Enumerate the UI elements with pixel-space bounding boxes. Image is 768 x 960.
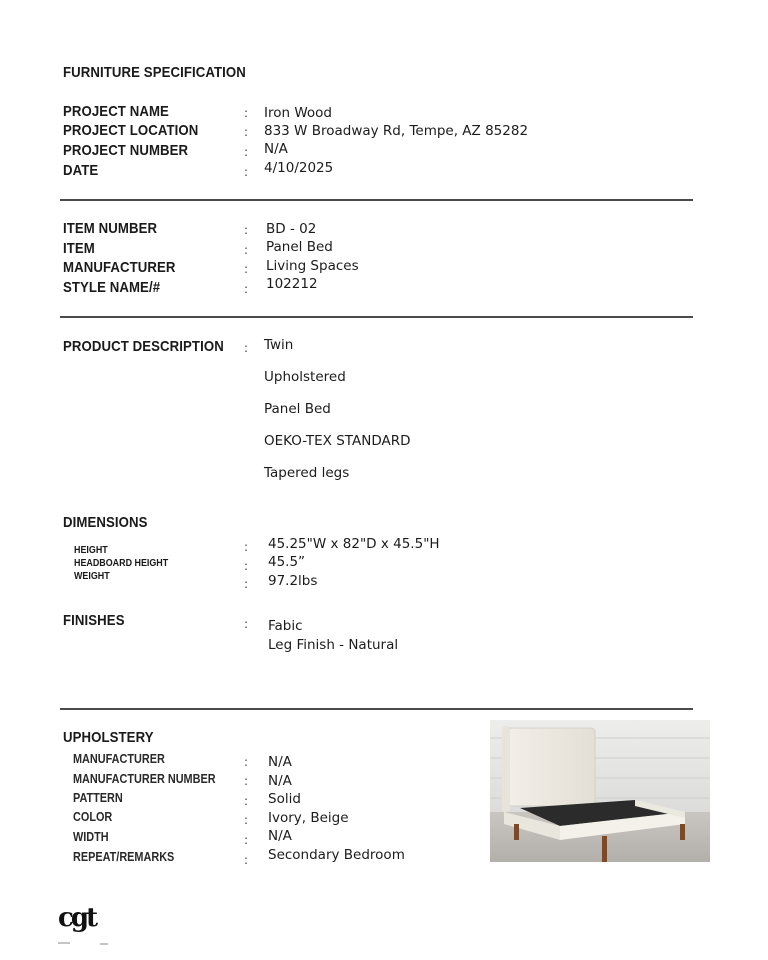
width-label: WIDTH [73, 830, 109, 844]
finishes-label: FINISHES [63, 612, 125, 629]
project-number-value: N/A [264, 141, 288, 157]
colon: : [244, 165, 249, 179]
leg-finish-value: Leg Finish - Natural [268, 637, 399, 653]
manufacturer-value: Living Spaces [266, 258, 359, 274]
date-value: 4/10/2025 [264, 160, 334, 176]
width-value: N/A [268, 828, 292, 844]
upholstery-manufacturer-value: N/A [268, 754, 292, 770]
colon: : [244, 833, 249, 847]
repeat-remarks-label: REPEAT/REMARKS [73, 850, 175, 864]
item-value: Panel Bed [266, 239, 333, 255]
section-divider [60, 708, 693, 710]
dimensions-label: DIMENSIONS [63, 514, 148, 531]
upholstery-label: UPHOLSTERY [63, 729, 154, 746]
color-label: COLOR [73, 810, 113, 824]
manufacturer-number-value: N/A [268, 773, 292, 789]
pattern-value: Solid [268, 791, 301, 807]
colon: : [244, 774, 249, 788]
colon: : [244, 125, 249, 139]
colon: : [244, 341, 249, 355]
brand-logo [56, 898, 116, 948]
item-label: ITEM [63, 240, 95, 257]
colon: : [244, 243, 249, 257]
item-number-label: ITEM NUMBER [63, 220, 158, 237]
logo-text: cgt [58, 903, 96, 933]
height-label: HEIGHT [74, 544, 108, 556]
pattern-label: PATTERN [73, 791, 123, 805]
project-location-value: 833 W Broadway Rd, Tempe, AZ 85282 [264, 123, 529, 139]
colon: : [244, 262, 249, 276]
project-number-label: PROJECT NUMBER [63, 142, 189, 159]
project-name-value: Iron Wood [264, 105, 332, 121]
colon: : [244, 223, 249, 237]
height-value: 45.25"W x 82"D x 45.5"H [268, 536, 440, 552]
style-name-value: 102212 [266, 276, 318, 292]
manufacturer-number-label: MANUFACTURER NUMBER [73, 772, 216, 786]
item-number-value: BD - 02 [266, 221, 317, 237]
weight-value: 97.2lbs [268, 573, 318, 589]
date-label: DATE [63, 162, 99, 179]
colon: : [244, 577, 249, 591]
colon: : [244, 145, 249, 159]
colon: : [244, 853, 249, 867]
colon: : [244, 617, 249, 631]
headboard-height-value: 45.5” [268, 554, 306, 570]
finish-value: Fabic [268, 618, 303, 634]
upholstery-manufacturer-label: MANUFACTURER [73, 752, 165, 766]
project-name-label: PROJECT NAME [63, 103, 169, 120]
project-location-label: PROJECT LOCATION [63, 122, 199, 139]
section-divider [60, 316, 693, 318]
description-line: Panel Bed [264, 401, 331, 417]
repeat-remarks-value: Secondary Bedroom [268, 847, 405, 863]
colon: : [244, 813, 249, 827]
manufacturer-label: MANUFACTURER [63, 259, 176, 276]
colon: : [244, 794, 249, 808]
description-line: Twin [264, 337, 294, 353]
headboard-height-label: HEADBOARD HEIGHT [74, 557, 169, 569]
color-value: Ivory, Beige [268, 810, 349, 826]
colon: : [244, 282, 249, 296]
colon: : [244, 540, 249, 554]
panel-bed-photo [490, 720, 710, 862]
colon: : [244, 755, 249, 769]
colon: : [244, 106, 249, 120]
colon: : [244, 559, 249, 573]
product-description-label: PRODUCT DESCRIPTION [63, 338, 224, 355]
description-line: OEKO-TEX STANDARD [264, 433, 411, 449]
description-line: Tapered legs [264, 465, 350, 481]
description-line: Upholstered [264, 369, 346, 385]
style-name-label: STYLE NAME/# [63, 279, 161, 296]
weight-label: WEIGHT [74, 570, 110, 582]
page-title: FURNITURE SPECIFICATION [63, 64, 246, 81]
section-divider [60, 199, 693, 201]
